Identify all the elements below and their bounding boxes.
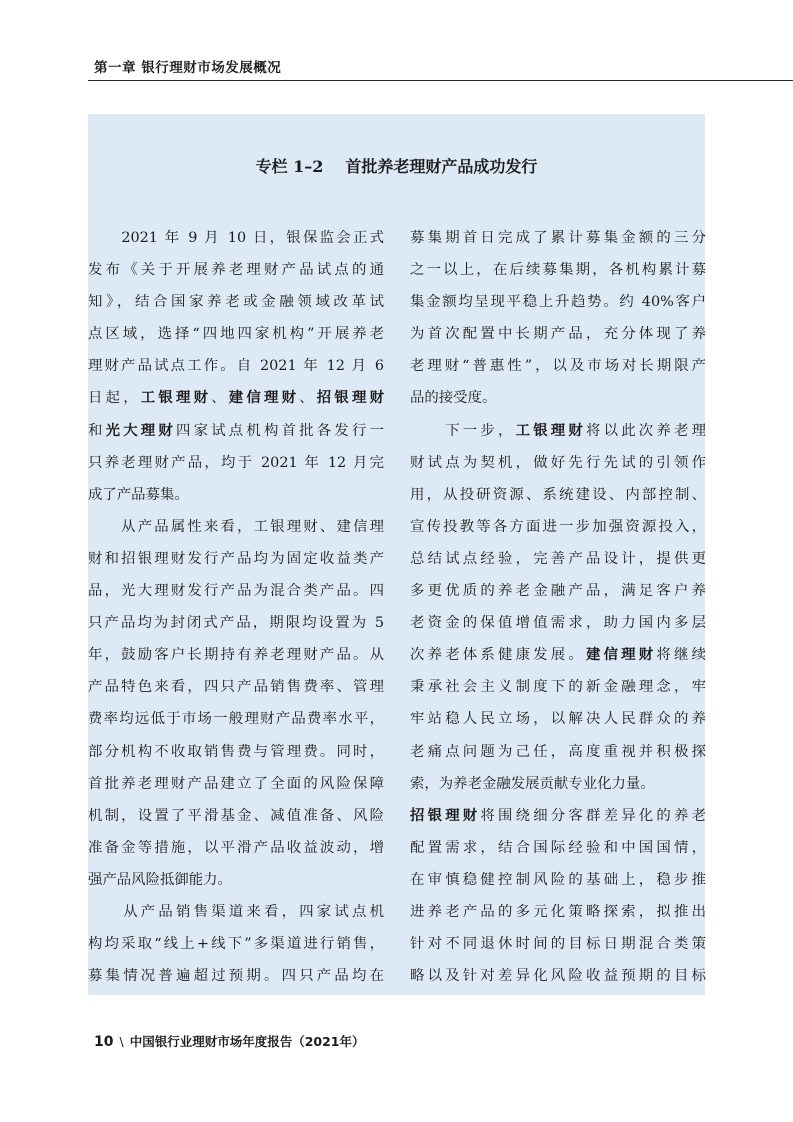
body-line	[410, 415, 706, 447]
body-line	[88, 511, 384, 543]
body-text: 和	[88, 422, 106, 439]
body-line	[88, 864, 384, 896]
body-text: 产品特色来看，四只产品销售费率、管理	[88, 679, 384, 696]
body-text: 首批养老理财产品建立了全面的风险保障	[88, 775, 384, 792]
body-text: 年，鼓励客户长期持有养老理财产品。从	[88, 647, 384, 664]
body-text: 老痛点问题为己任，高度重视并积极探	[410, 743, 706, 760]
body-text: 只养老理财产品，均于 2021 年 12 月完	[88, 454, 384, 471]
body-line	[88, 768, 384, 800]
body-text: 老资金的保值增值需求，助力国内多层	[410, 615, 706, 632]
bold-institution-name: 招银理财	[316, 389, 384, 407]
body-text: 点区域，选择“四地四家机构”开展养老	[88, 326, 384, 343]
body-text: 集金额均呈现平稳上升趋势。约 40%客户	[410, 294, 706, 311]
body-text: 准备金等措施，以平滑产品收益波动，增	[88, 839, 384, 856]
body-text: 略以及针对差异化风险收益预期的目标	[410, 968, 706, 985]
body-line	[410, 575, 706, 607]
body-line	[410, 768, 706, 800]
body-text: 为首次配置中长期产品，充分体现了养	[410, 326, 706, 343]
body-text: 针对不同退休时间的目标日期混合类策	[410, 936, 706, 953]
body-line	[88, 382, 384, 414]
body-text: 次养老体系健康发展。	[410, 647, 586, 664]
body-text: 、	[299, 390, 317, 407]
body-text: 将以此次养老理	[586, 422, 706, 439]
body-line	[410, 607, 706, 639]
body-text: 总结试点经验，完善产品设计，提供更	[410, 550, 706, 567]
body-line	[410, 511, 706, 543]
body-line	[410, 639, 706, 671]
body-text: 秉承社会主义制度下的新金融理念，牢	[410, 679, 706, 696]
body-line	[88, 800, 384, 832]
body-line	[410, 222, 706, 254]
body-line	[410, 479, 706, 511]
header-rule	[88, 80, 793, 81]
right-column	[410, 222, 706, 992]
body-text: 理财产品试点工作。自 2021 年 12 月 6	[88, 358, 384, 375]
body-text: 宣传投教等各方面进一步加强资源投入，	[410, 518, 706, 535]
body-line	[88, 928, 384, 960]
body-line	[88, 543, 384, 575]
body-text: 索，为养老金融发展贡献专业化力量。	[410, 775, 655, 792]
body-line	[410, 671, 706, 703]
body-text: 品，光大理财发行产品为混合类产品。四	[88, 583, 384, 600]
box-title	[88, 154, 705, 177]
body-text: 财和招银理财发行产品均为固定收益类产	[88, 550, 384, 567]
bold-institution-name: 光大理财	[105, 421, 177, 439]
body-text: 构均采取“线上+线下”多渠道进行销售，	[88, 936, 384, 953]
body-line	[410, 864, 706, 896]
body-line	[410, 703, 706, 735]
body-line	[88, 318, 384, 350]
body-line	[410, 800, 706, 832]
body-line	[88, 479, 384, 511]
body-text: 进养老产品的多元化策略探索，拟推出	[410, 903, 706, 920]
footer-separator: \	[119, 1034, 124, 1049]
body-text: 费率均远低于市场一般理财产品费率水平，	[88, 711, 384, 728]
body-line	[88, 447, 384, 479]
body-line	[88, 960, 384, 992]
page-footer	[94, 1032, 365, 1050]
body-text: 将围绕细分客群差异化的养老	[480, 807, 706, 824]
body-text: 财试点为契机，做好先行先试的引领作	[410, 454, 706, 471]
body-line	[88, 703, 384, 735]
body-line	[88, 736, 384, 768]
bold-institution-name: 工银理财	[140, 389, 212, 407]
bold-institution-name: 建信理财	[585, 646, 657, 664]
body-text: 募集情况普遍超过预期。四只产品均在	[88, 968, 384, 985]
body-text: 多更优质的养老金融产品，满足客户养	[410, 583, 706, 600]
body-line	[88, 286, 384, 318]
body-text: 募集期首日完成了累计募集金额的三分	[410, 230, 706, 246]
running-head: 第一章 银行理财市场发展概况	[94, 60, 282, 76]
body-text: 部分机构不收取销售费与管理费。同时，	[88, 743, 384, 760]
body-line	[410, 447, 706, 479]
body-text: 之一以上，在后续募集期，各机构累计募	[410, 262, 706, 279]
sidebar-box	[88, 114, 705, 995]
body-line	[410, 896, 706, 928]
body-text: 从产品销售渠道来看，四家试点机	[88, 903, 384, 920]
body-line	[88, 254, 384, 286]
body-text: 下一步，	[410, 422, 516, 439]
body-line	[88, 415, 384, 447]
body-line	[88, 832, 384, 864]
body-line	[88, 896, 384, 928]
body-text: 2021 年 9 月 10 日，银保监会正式	[88, 230, 384, 246]
body-text: 从产品属性来看，工银理财、建信理	[88, 518, 384, 535]
body-text: 成了产品募集。	[88, 486, 189, 503]
body-text: 牢站稳人民立场，以解决人民群众的养	[410, 711, 706, 728]
box-title-number: 专栏 1–2	[255, 157, 324, 176]
body-line	[410, 254, 706, 286]
body-text: 品的接受度。	[410, 390, 497, 407]
body-line	[88, 350, 384, 382]
left-column	[88, 222, 384, 992]
body-text: 配置需求，结合国际经验和中国国情，	[410, 839, 706, 856]
body-text: 发布《关于开展养老理财产品试点的通	[88, 262, 384, 279]
body-line	[410, 960, 706, 992]
body-text: 将继续	[656, 647, 706, 664]
body-line	[88, 639, 384, 671]
body-text: 在审慎稳健控制风险的基础上，稳步推	[410, 871, 706, 888]
body-line	[410, 928, 706, 960]
publication-title: 中国银行业理财市场年度报告（2021年）	[129, 1034, 365, 1049]
bold-institution-name: 招银理财	[410, 806, 481, 824]
body-line	[410, 832, 706, 864]
page-number: 10	[94, 1034, 114, 1050]
body-text: 机制，设置了平滑基金、减值准备、风险	[88, 807, 384, 824]
body-text: 、	[211, 390, 229, 407]
box-title-text: 首批养老理财产品成功发行	[345, 157, 538, 176]
body-line	[410, 736, 706, 768]
body-line	[88, 222, 384, 254]
body-text: 知》，结合国家养老或金融领域改革试	[88, 294, 384, 311]
body-line	[410, 382, 706, 414]
bold-institution-name: 建信理财	[228, 389, 300, 407]
body-line	[410, 543, 706, 575]
body-text: 日起，	[88, 390, 141, 407]
body-line	[410, 350, 706, 382]
body-text: 只产品均为封闭式产品，期限均设置为 5	[88, 615, 384, 632]
body-line	[88, 671, 384, 703]
body-text: 老理财“普惠性”，以及市场对长期限产	[410, 358, 706, 375]
body-line	[88, 575, 384, 607]
body-line	[410, 286, 706, 318]
body-text: 四家试点机构首批各发行一	[176, 422, 384, 439]
bold-institution-name: 工银理财	[515, 421, 586, 439]
body-text: 强产品风险抵御能力。	[88, 871, 232, 888]
body-line	[88, 607, 384, 639]
body-text: 用，从投研资源、系统建设、内部控制、	[410, 486, 706, 503]
body-line	[410, 318, 706, 350]
